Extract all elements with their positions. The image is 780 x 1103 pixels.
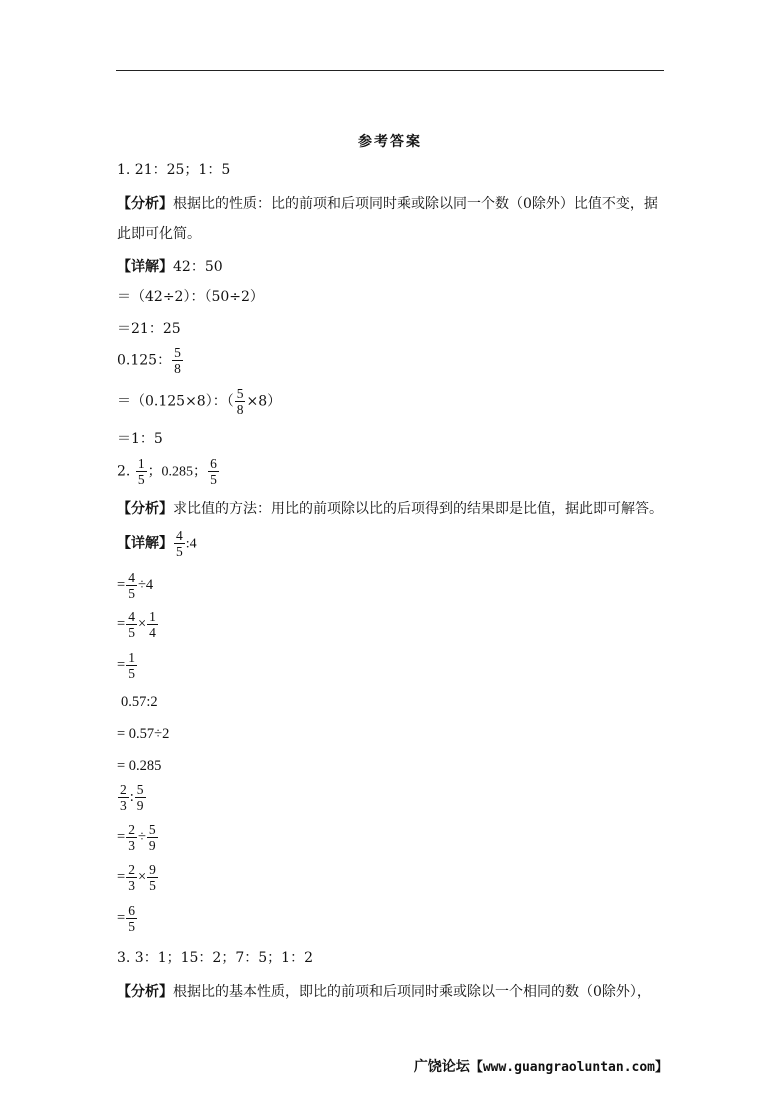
numerator: 1 xyxy=(149,609,156,624)
q1-step-5 xyxy=(117,386,281,417)
denominator: 5 xyxy=(137,472,145,487)
divide-sign: ÷ xyxy=(137,828,146,845)
denominator: 5 xyxy=(149,878,156,893)
q1-step-1: 42：50 xyxy=(173,259,223,275)
q2-detail-tail: :4 xyxy=(185,536,197,552)
equals-sign: = xyxy=(117,909,126,926)
q2-step-3 xyxy=(117,650,138,681)
q1-analysis-line1 xyxy=(117,195,658,213)
q2-step-10 xyxy=(117,903,138,934)
q2-detail-line xyxy=(117,528,197,559)
fraction xyxy=(136,456,147,487)
times-sign: × xyxy=(137,868,147,885)
q2-step-2 xyxy=(117,609,159,640)
numerator: 5 xyxy=(174,345,181,360)
q2-step-4: 0.57:2 xyxy=(121,694,158,710)
numerator: 5 xyxy=(236,386,244,401)
denominator: 5 xyxy=(176,544,183,559)
numerator: 5 xyxy=(148,822,156,837)
fraction xyxy=(126,903,137,934)
numerator: 2 xyxy=(128,862,135,877)
numerator: 2 xyxy=(128,822,135,837)
numerator: 4 xyxy=(128,570,135,585)
q3-answer: 3. 3：1；15：2；7：5；1：2 xyxy=(117,950,313,966)
fraction xyxy=(126,862,137,893)
numerator: 2 xyxy=(120,782,127,797)
denominator: 3 xyxy=(128,878,135,893)
q2-step-7 xyxy=(117,782,147,813)
header-rule xyxy=(116,70,664,71)
fraction xyxy=(126,650,137,681)
q2-answer xyxy=(117,456,220,487)
q1-step-4 xyxy=(117,345,184,376)
q3-analysis xyxy=(117,983,651,1001)
fraction xyxy=(208,456,219,487)
denominator: 3 xyxy=(120,798,127,813)
q3-analysis-text: 根据比的基本性质，即比的前项和后项同时乘或除以一个相同的数（0除外）， xyxy=(173,984,651,1000)
q1-answer: 1. 21：25；1：5 xyxy=(117,162,231,178)
analysis-tag: 【分析】 xyxy=(117,984,173,1000)
fraction xyxy=(126,822,137,853)
q1-step-6: ＝1：5 xyxy=(117,431,163,447)
denominator: 8 xyxy=(236,402,244,417)
q2-answer-mid: ；0.285； xyxy=(147,464,208,480)
q1-step-2: ＝（42÷2）：（50÷2） xyxy=(117,289,264,305)
analysis-tag: 【分析】 xyxy=(117,501,173,517)
numerator: 4 xyxy=(176,528,183,543)
fraction xyxy=(147,609,158,640)
footer-watermark xyxy=(414,1056,668,1076)
q2-step-6: = 0.285 xyxy=(117,758,162,774)
q1-detail-line xyxy=(117,258,223,276)
fraction xyxy=(126,570,137,601)
q1-analysis-line2: 此即可化简。 xyxy=(117,226,201,242)
denominator: 5 xyxy=(128,919,135,934)
page-title: 参考答案 xyxy=(358,134,422,150)
q1-step-4-text: 0.125： xyxy=(117,352,172,369)
fraction xyxy=(174,528,185,559)
equals-sign: = xyxy=(117,868,126,885)
q1-step-5-text: ＝（0.125×8）：（ xyxy=(117,393,234,410)
equals-sign: = xyxy=(117,828,126,845)
numerator: 6 xyxy=(210,456,217,471)
equals-sign: = xyxy=(117,576,126,593)
denominator: 5 xyxy=(128,666,135,681)
denominator: 9 xyxy=(148,838,156,853)
footer-brand: 广饶论坛 xyxy=(413,1059,470,1075)
fraction xyxy=(147,822,158,853)
q1-step-5-tail: ×8） xyxy=(246,393,282,410)
footer-url: 【www.guangraoluntan.com】 xyxy=(469,1060,668,1075)
ratio-colon: : xyxy=(129,788,134,805)
q2-step-1 xyxy=(117,570,153,601)
denominator: 8 xyxy=(174,361,181,376)
fraction xyxy=(147,862,158,893)
denominator: 5 xyxy=(128,586,135,601)
analysis-tag: 【分析】 xyxy=(117,196,173,212)
fraction xyxy=(135,782,146,813)
numerator: 9 xyxy=(149,862,156,877)
numerator: 4 xyxy=(128,609,135,624)
times-sign: × xyxy=(137,615,147,632)
denominator: 9 xyxy=(136,798,144,813)
denominator: 3 xyxy=(128,838,135,853)
denominator: 5 xyxy=(210,472,217,487)
q2-step-9 xyxy=(117,862,159,893)
numerator: 1 xyxy=(128,650,135,665)
q2-number: 2. xyxy=(117,463,131,480)
q2-analysis-text: 求比值的方法：用比的前项除以比的后项得到的结果即是比值，据此即可解答。 xyxy=(173,501,663,517)
equals-sign: = xyxy=(117,656,126,673)
numerator: 1 xyxy=(137,456,145,471)
equals-sign: = xyxy=(117,615,126,632)
q2-step-5: = 0.57÷2 xyxy=(117,726,170,742)
q1-step-3: ＝21：25 xyxy=(117,321,181,337)
detail-tag: 【详解】 xyxy=(117,259,173,275)
fraction xyxy=(172,345,183,376)
divide-by-4: ÷4 xyxy=(137,576,154,593)
detail-tag: 【详解】 xyxy=(117,535,173,552)
numerator: 5 xyxy=(136,782,144,797)
fraction xyxy=(235,386,246,417)
q1-analysis-text: 根据比的性质：比的前项和后项同时乘或除以同一个数（0除外）比值不变，据 xyxy=(173,196,658,212)
denominator: 4 xyxy=(149,625,156,640)
denominator: 5 xyxy=(128,625,135,640)
numerator: 6 xyxy=(128,903,135,918)
fraction xyxy=(126,609,137,640)
q2-step-8 xyxy=(117,822,159,853)
fraction xyxy=(118,782,129,813)
q2-analysis xyxy=(117,500,663,518)
